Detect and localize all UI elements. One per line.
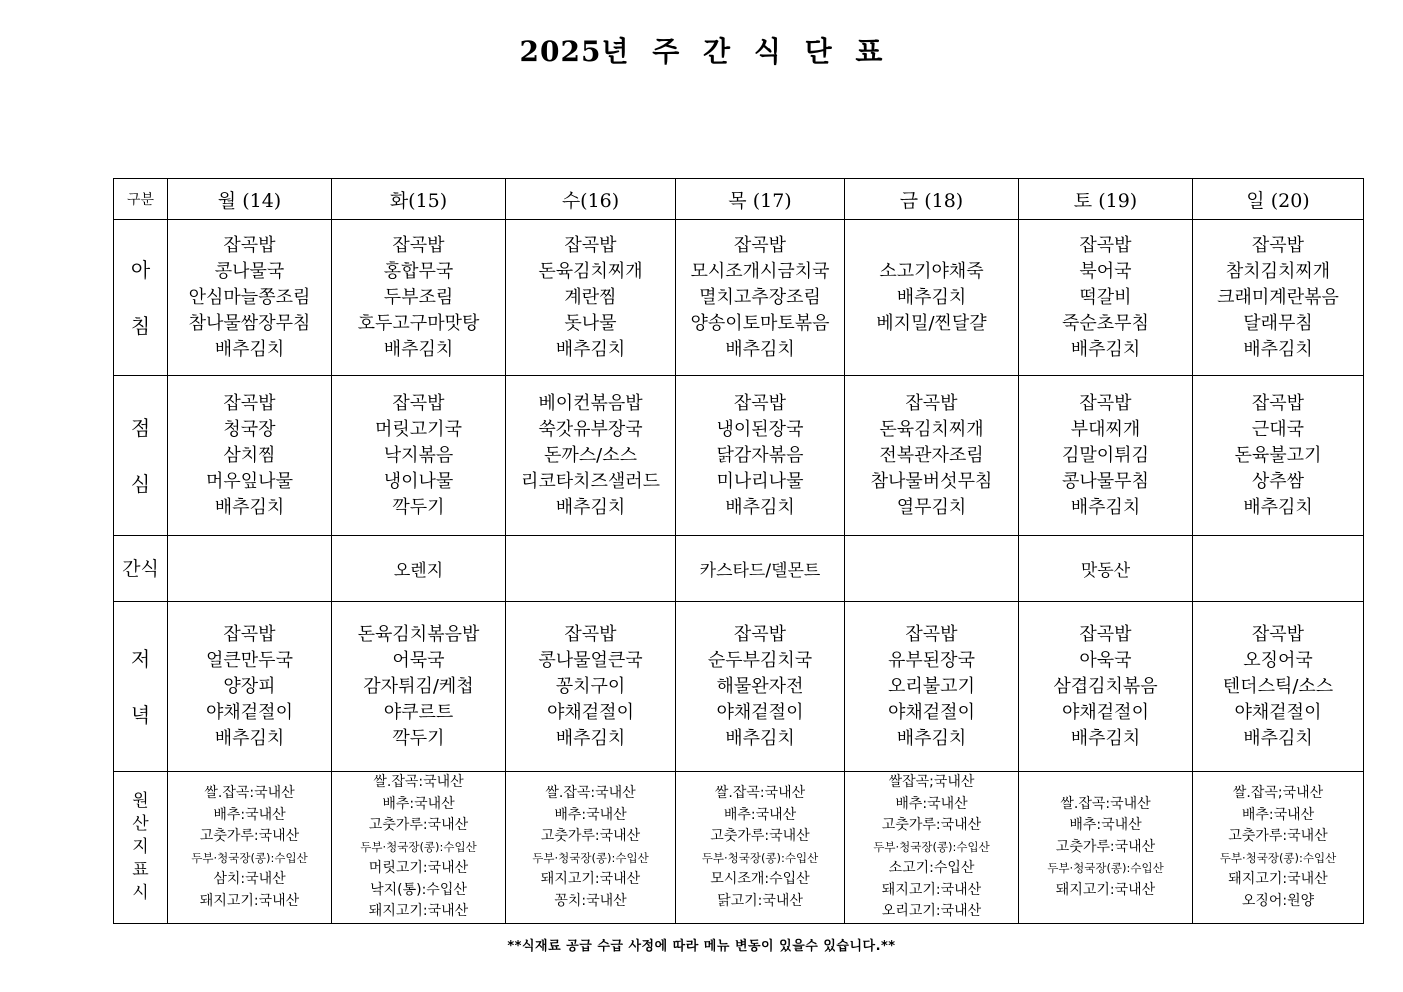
menu-item: 해물완자전 bbox=[716, 675, 804, 697]
snack-cell-tue: 오렌지 bbox=[332, 536, 506, 602]
breakfast-cell-wed bbox=[506, 220, 676, 376]
lunch-cell-thu bbox=[676, 376, 845, 536]
header-day-fri: 금 (18) bbox=[845, 179, 1019, 220]
breakfast-label-char: 침 bbox=[130, 313, 151, 338]
dinner-cell-wed bbox=[506, 602, 676, 772]
origin-item: 돼지고기:국내산 bbox=[881, 881, 982, 898]
menu-change-notice: **식재료 공급 수급 사정에 따라 메뉴 변동이 있을수 있습니다.** bbox=[507, 939, 896, 954]
menu-item: 잡곡밥 bbox=[1251, 623, 1305, 645]
menu-item: 크래미계란볶음 bbox=[1217, 286, 1339, 308]
breakfast-row bbox=[114, 220, 1364, 376]
menu-item: 잡곡밥 bbox=[392, 234, 445, 256]
menu-item: 콩나물국 bbox=[214, 260, 285, 282]
origin-label-char: 산 bbox=[132, 814, 149, 834]
menu-item: 배추김치 bbox=[896, 727, 967, 749]
origin-item: 고춧가루:국내산 bbox=[540, 828, 641, 844]
origin-item: 배추:국내산 bbox=[1241, 806, 1315, 823]
menu-item: 미나리나물 bbox=[716, 470, 804, 492]
origin-item: 오리고기:국내산 bbox=[881, 903, 982, 920]
breakfast-cell-fri bbox=[845, 220, 1019, 376]
origin-item: 두부·청국장(콩):수입산 bbox=[191, 850, 308, 865]
menu-item: 콩나물얼큰국 bbox=[538, 649, 643, 671]
origin-item: 돼지고기:국내산 bbox=[540, 871, 641, 887]
origin-item: 배추:국내산 bbox=[554, 806, 627, 823]
menu-item: 깍두기 bbox=[392, 496, 445, 518]
origin-cell-wed bbox=[506, 772, 676, 924]
menu-item: 잡곡밥 bbox=[733, 392, 787, 414]
menu-item: 소고기야채죽 bbox=[879, 260, 984, 282]
origin-item: 두부·청국장(콩):수입산 bbox=[701, 850, 819, 865]
lunch-row bbox=[114, 376, 1364, 536]
header-row bbox=[114, 179, 1364, 220]
menu-item: 배추김치 bbox=[1243, 496, 1313, 518]
origin-cell-thu bbox=[676, 772, 845, 924]
snack-label: 간식 bbox=[114, 536, 168, 602]
dinner-cell-tue bbox=[332, 602, 506, 772]
lunch-label-char: 심 bbox=[130, 471, 151, 496]
origin-item: 쌀.잡곡;국내산 bbox=[1232, 785, 1324, 801]
origin-item: 꽁치:국내산 bbox=[554, 892, 627, 909]
origin-item: 두부·청국장(콩):수입산 bbox=[532, 850, 649, 865]
menu-item: 달래무침 bbox=[1243, 312, 1313, 334]
menu-item: 배추김치 bbox=[214, 727, 285, 749]
menu-item: 야채겉절이 bbox=[1062, 701, 1149, 723]
menu-item: 잡곡밥 bbox=[564, 623, 617, 645]
menu-item: 리코타치즈샐러드 bbox=[520, 470, 661, 492]
lunch-cell-wed bbox=[506, 376, 676, 536]
menu-item: 김말이튀김 bbox=[1062, 444, 1149, 466]
menu-item: 오리불고기 bbox=[888, 675, 975, 697]
menu-item: 야채겉절이 bbox=[547, 701, 634, 723]
origin-cell-tue bbox=[332, 772, 506, 924]
origin-item: 배추:국내산 bbox=[895, 795, 968, 812]
menu-item: 모시조개시금치국 bbox=[690, 260, 830, 282]
breakfast-cell-tue bbox=[332, 220, 506, 376]
origin-cell-fri bbox=[845, 772, 1019, 924]
origin-item: 오징어:원양 bbox=[1241, 892, 1315, 909]
breakfast-label bbox=[114, 220, 168, 376]
breakfast-label-char: 아 bbox=[130, 257, 151, 282]
origin-item: 두부·청국장(콩):수입산 bbox=[360, 839, 477, 854]
origin-item: 쌀.잡곡:국내산 bbox=[545, 785, 636, 801]
menu-item: 배추김치 bbox=[214, 338, 285, 360]
origin-item: 두부·청국장(콩):수입산 bbox=[1047, 861, 1164, 876]
snack-cell-sun bbox=[1193, 536, 1364, 602]
snack-row bbox=[114, 536, 1364, 602]
dinner-cell-fri bbox=[845, 602, 1019, 772]
lunch-cell-fri bbox=[845, 376, 1019, 536]
origin-item: 두부·청국장(콩):수입산 bbox=[873, 839, 990, 854]
origin-label-char: 표 bbox=[132, 860, 149, 880]
menu-item: 잡곡밥 bbox=[905, 623, 958, 645]
menu-item: 홍합무국 bbox=[383, 260, 454, 282]
menu-item: 배추김치 bbox=[383, 338, 454, 360]
menu-item: 돈육김치찌개 bbox=[538, 260, 643, 282]
menu-item: 돈육김치볶음밥 bbox=[357, 623, 480, 645]
origin-item: 낙지(통):수입산 bbox=[370, 881, 467, 898]
menu-item: 돗나물 bbox=[564, 312, 617, 334]
menu-item: 냉이된장국 bbox=[716, 418, 804, 440]
menu-item: 배추김치 bbox=[725, 496, 795, 518]
menu-item: 배추김치 bbox=[555, 338, 626, 360]
menu-item: 참나물쌈장무침 bbox=[188, 312, 311, 334]
menu-item: 잡곡밥 bbox=[223, 234, 276, 256]
origin-label-char: 시 bbox=[132, 883, 149, 903]
menu-item: 양장피 bbox=[223, 675, 276, 697]
menu-item: 잡곡밥 bbox=[733, 234, 787, 256]
menu-item: 돈육불고기 bbox=[1234, 444, 1322, 466]
origin-cell-mon bbox=[168, 772, 332, 924]
menu-item: 냉이나물 bbox=[383, 470, 454, 492]
origin-item: 소고기:수입산 bbox=[888, 860, 975, 877]
menu-item: 야채겉절이 bbox=[206, 701, 293, 723]
menu-item: 배추김치 bbox=[896, 286, 967, 308]
dinner-cell-mon bbox=[168, 602, 332, 772]
menu-item: 머릿고기국 bbox=[375, 418, 462, 440]
menu-item: 깍두기 bbox=[392, 727, 445, 749]
menu-item: 참나물버섯무침 bbox=[870, 470, 993, 492]
origin-item: 닭고기:국내산 bbox=[717, 892, 803, 909]
menu-item: 베지밀/찐달걀 bbox=[876, 312, 987, 334]
menu-item: 야채겉절이 bbox=[1234, 701, 1322, 723]
origin-item: 고춧가루:국내산 bbox=[1055, 838, 1156, 855]
dinner-cell-sat bbox=[1019, 602, 1193, 772]
origin-item: 머릿고기:국내산 bbox=[368, 860, 469, 877]
lunch-cell-tue bbox=[332, 376, 506, 536]
origin-cell-sun bbox=[1193, 772, 1364, 924]
origin-item: 두부·청국장(콩):수입산 bbox=[1219, 850, 1337, 865]
menu-item: 오징어국 bbox=[1243, 649, 1313, 671]
dinner-cell-thu bbox=[676, 602, 845, 772]
menu-item: 닭감자볶음 bbox=[716, 444, 804, 466]
menu-item: 배추김치 bbox=[214, 496, 285, 518]
menu-item: 떡갈비 bbox=[1079, 286, 1132, 308]
menu-item: 쑥갓유부장국 bbox=[538, 418, 643, 440]
origin-cell-sat bbox=[1019, 772, 1193, 924]
menu-item: 잡곡밥 bbox=[1079, 392, 1132, 414]
menu-item: 배추김치 bbox=[1070, 727, 1141, 749]
menu-item: 배추김치 bbox=[555, 727, 626, 749]
menu-item: 잡곡밥 bbox=[392, 392, 445, 414]
menu-item: 텐더스틱/소스 bbox=[1222, 675, 1334, 697]
menu-item: 배추김치 bbox=[1070, 338, 1141, 360]
origin-item: 쌀잡곡;국내산 bbox=[888, 774, 975, 791]
menu-item: 호두고구마맛탕 bbox=[357, 312, 480, 334]
menu-item: 삼치찜 bbox=[223, 444, 276, 466]
menu-item: 배추김치 bbox=[725, 727, 795, 749]
breakfast-cell-mon bbox=[168, 220, 332, 376]
origin-item: 고춧가루:국내산 bbox=[1228, 828, 1328, 844]
origin-item: 고춧가루:국내산 bbox=[710, 828, 810, 844]
menu-item: 잡곡밥 bbox=[1251, 234, 1305, 256]
menu-item: 순두부김치국 bbox=[707, 649, 813, 671]
menu-item: 안심마늘쫑조림 bbox=[188, 286, 311, 308]
origin-item: 쌀.잡곡:국내산 bbox=[373, 774, 464, 791]
menu-item: 부대찌개 bbox=[1070, 418, 1141, 440]
menu-item: 돈까스/소스 bbox=[543, 444, 637, 466]
menu-item: 머우잎나물 bbox=[206, 470, 293, 492]
menu-item: 어묵국 bbox=[392, 649, 445, 671]
dinner-row bbox=[114, 602, 1364, 772]
header-day-sat: 토 (19) bbox=[1019, 179, 1193, 220]
breakfast-cell-thu bbox=[676, 220, 845, 376]
menu-item: 꽁치구이 bbox=[555, 675, 626, 697]
origin-label-char: 지 bbox=[132, 837, 149, 857]
menu-item: 돈육김치찌개 bbox=[879, 418, 984, 440]
menu-item: 잡곡밥 bbox=[1079, 234, 1132, 256]
menu-item: 잡곡밥 bbox=[905, 392, 958, 414]
menu-item: 양송이토마토볶음 bbox=[690, 312, 830, 334]
origin-item: 배추:국내산 bbox=[723, 806, 797, 823]
origin-label bbox=[114, 772, 168, 924]
menu-item: 열무김치 bbox=[896, 496, 967, 518]
menu-item: 잡곡밥 bbox=[223, 392, 276, 414]
origin-row bbox=[114, 772, 1364, 924]
origin-item: 쌀.잡곡:국내산 bbox=[1060, 795, 1151, 812]
origin-label-char: 원 bbox=[132, 791, 149, 811]
header-day-thu: 목 (17) bbox=[676, 179, 845, 220]
origin-item: 쌀.잡곡:국내산 bbox=[714, 785, 806, 801]
menu-item: 야채겉절이 bbox=[716, 701, 804, 723]
menu-item: 배추김치 bbox=[725, 338, 795, 360]
page-title: 2025년 주 간 식 단 표 bbox=[519, 35, 884, 68]
origin-item: 쌀.잡곡:국내산 bbox=[204, 785, 295, 801]
snack-cell-sat: 맛동산 bbox=[1019, 536, 1193, 602]
snack-cell-mon bbox=[168, 536, 332, 602]
menu-item: 죽순초무침 bbox=[1062, 312, 1149, 334]
menu-item: 잡곡밥 bbox=[1251, 392, 1305, 414]
menu-item: 콩나물무침 bbox=[1062, 470, 1149, 492]
snack-cell-wed bbox=[506, 536, 676, 602]
origin-item: 삼치:국내산 bbox=[213, 871, 286, 887]
menu-item: 잡곡밥 bbox=[223, 623, 276, 645]
header-day-tue: 화(15) bbox=[332, 179, 506, 220]
menu-item: 멸치고추장조림 bbox=[699, 286, 821, 308]
origin-item: 고춧가루:국내산 bbox=[199, 828, 300, 844]
menu-item: 근대국 bbox=[1251, 418, 1305, 440]
menu-item: 청국장 bbox=[223, 418, 276, 440]
dinner-label-char: 녁 bbox=[130, 702, 151, 727]
menu-item: 아욱국 bbox=[1079, 649, 1132, 671]
origin-item: 고춧가루:국내산 bbox=[881, 817, 982, 834]
menu-item: 감자튀김/케첩 bbox=[363, 675, 474, 697]
dinner-cell-sun bbox=[1193, 602, 1364, 772]
menu-item: 배추김치 bbox=[1070, 496, 1141, 518]
menu-item: 북어국 bbox=[1079, 260, 1132, 282]
menu-item: 참치김치찌개 bbox=[1225, 260, 1331, 282]
menu-item: 상추쌈 bbox=[1251, 470, 1305, 492]
menu-item: 배추김치 bbox=[1243, 338, 1313, 360]
menu-item: 잡곡밥 bbox=[733, 623, 787, 645]
menu-item: 베이컨볶음밥 bbox=[538, 392, 643, 414]
dinner-label bbox=[114, 602, 168, 772]
lunch-cell-sun bbox=[1193, 376, 1364, 536]
menu-item: 유부된장국 bbox=[888, 649, 975, 671]
header-day-wed: 수(16) bbox=[506, 179, 676, 220]
header-corner: 구분 bbox=[114, 179, 168, 220]
menu-item: 삼겹김치볶음 bbox=[1053, 675, 1158, 697]
menu-item: 전복관자조림 bbox=[879, 444, 984, 466]
breakfast-cell-sat bbox=[1019, 220, 1193, 376]
breakfast-cell-sun bbox=[1193, 220, 1364, 376]
menu-item: 낙지볶음 bbox=[383, 444, 454, 466]
dinner-label-char: 저 bbox=[130, 646, 151, 671]
menu-item: 야쿠르트 bbox=[383, 701, 454, 723]
lunch-cell-sat bbox=[1019, 376, 1193, 536]
lunch-label bbox=[114, 376, 168, 536]
origin-item: 배추:국내산 bbox=[213, 806, 286, 823]
menu-item: 잡곡밥 bbox=[1079, 623, 1132, 645]
menu-item: 잡곡밥 bbox=[564, 234, 617, 256]
header-day-mon: 월 (14) bbox=[168, 179, 332, 220]
menu-item: 배추김치 bbox=[1243, 727, 1313, 749]
origin-item: 모시조개:수입산 bbox=[710, 871, 810, 887]
menu-item: 두부조림 bbox=[383, 286, 454, 308]
lunch-cell-mon bbox=[168, 376, 332, 536]
origin-item: 배추:국내산 bbox=[382, 795, 455, 812]
snack-cell-fri bbox=[845, 536, 1019, 602]
origin-item: 돼지고기:국내산 bbox=[199, 892, 300, 909]
header-day-sun: 일 (20) bbox=[1193, 179, 1364, 220]
origin-item: 고춧가루:국내산 bbox=[368, 817, 469, 834]
menu-item: 계란찜 bbox=[564, 286, 617, 308]
menu-item: 배추김치 bbox=[555, 496, 626, 518]
menu-item: 얼큰만두국 bbox=[206, 649, 293, 671]
origin-item: 돼지고기:국내산 bbox=[1055, 881, 1156, 898]
origin-item: 돼지고기:국내산 bbox=[1228, 871, 1328, 887]
origin-item: 돼지고기:국내산 bbox=[368, 903, 469, 920]
origin-item: 배추:국내산 bbox=[1069, 817, 1142, 834]
menu-item: 야채겉절이 bbox=[888, 701, 975, 723]
snack-cell-thu: 카스타드/델몬트 bbox=[676, 536, 845, 602]
lunch-label-char: 점 bbox=[130, 415, 151, 440]
weekly-menu-table bbox=[113, 178, 1364, 924]
